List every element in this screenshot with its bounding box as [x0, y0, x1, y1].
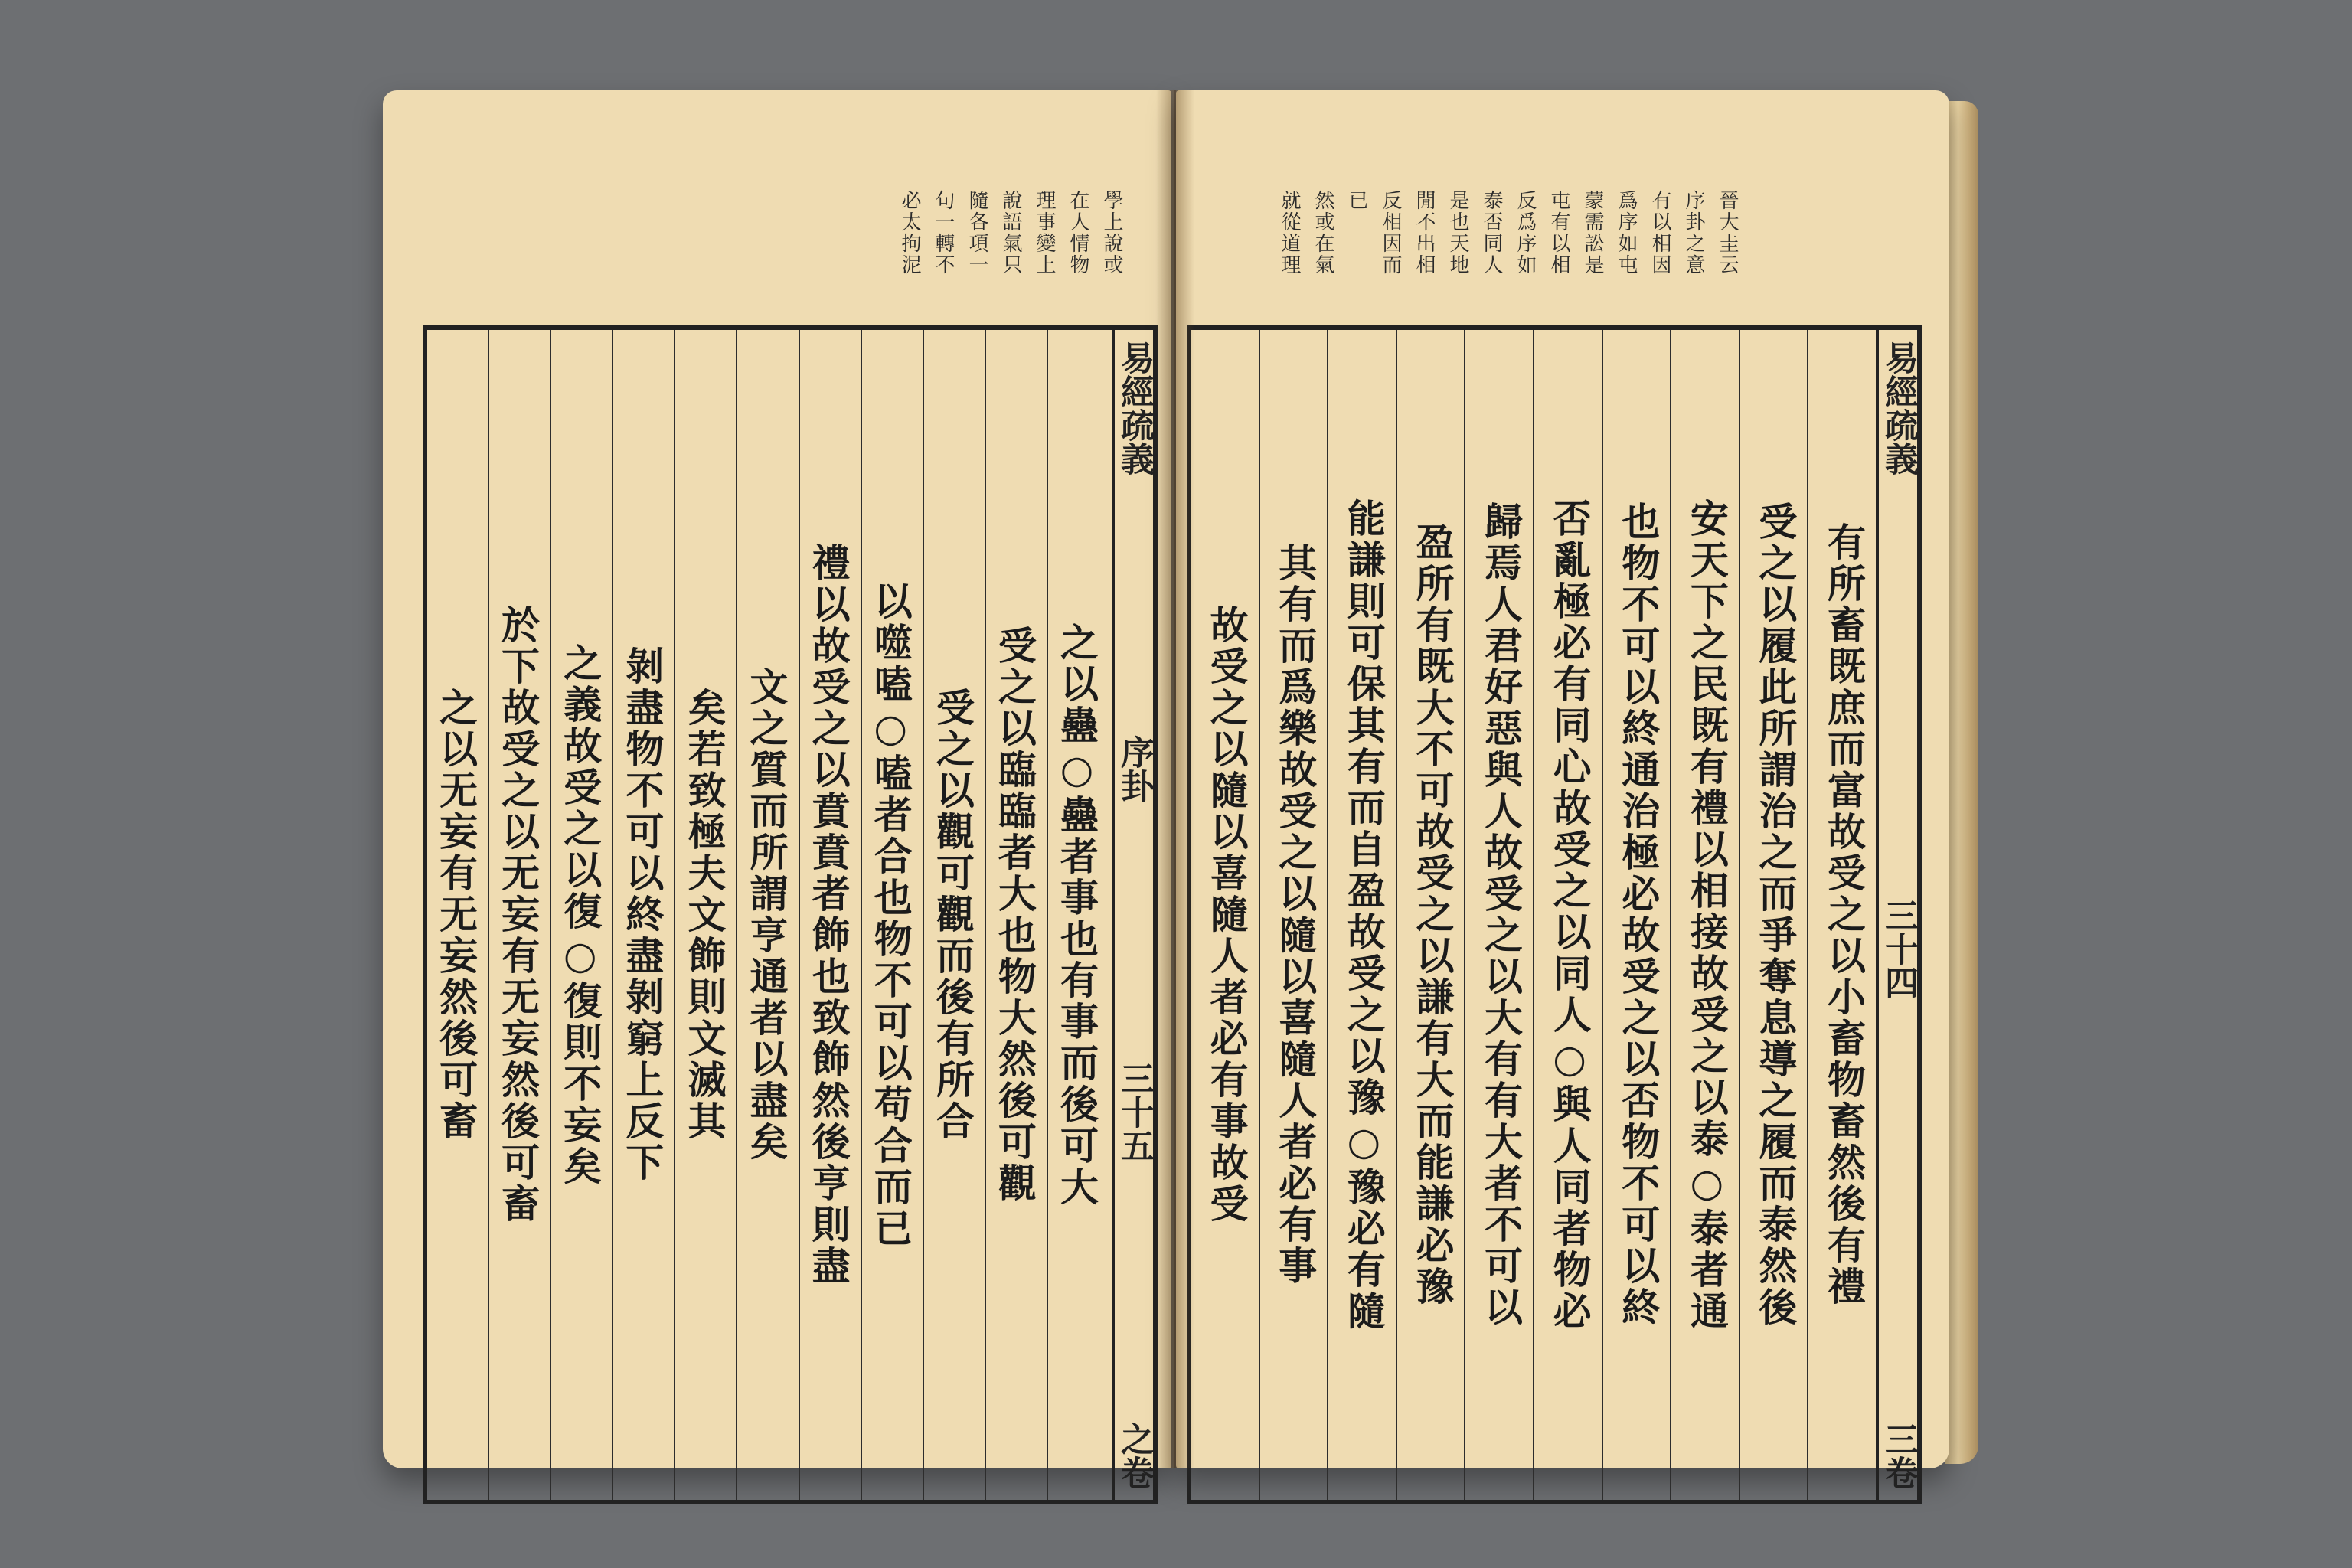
note-column: 序卦之意: [1682, 190, 1705, 276]
section-title: 序卦: [1115, 734, 1154, 802]
text-column: [488, 330, 550, 1500]
column-text: 剝盡物不可以終盡剝窮上反下: [619, 646, 665, 1184]
column-text: 文之質而所謂亨通者以盡矣: [743, 667, 789, 1163]
text-column: [861, 330, 923, 1500]
right-page: [1176, 90, 1949, 1489]
column-text: 盈所有既大不可故受之以謙有大而能謙必豫: [1410, 522, 1455, 1308]
column-text: 其有而爲樂故受之以隨以喜隨人者必有事: [1272, 543, 1318, 1287]
note-column: 然或在氣: [1312, 190, 1334, 276]
note-column: 有以相因: [1648, 190, 1671, 276]
volume-label: 之卷: [1115, 1421, 1154, 1489]
column-text: 歸焉人君好惡與人故受之以大有有大者不可以: [1478, 501, 1524, 1328]
left-page-margin: [1112, 330, 1153, 1500]
text-column: [612, 330, 674, 1500]
column-text: 之義故受之以復○復則不妄矣: [557, 642, 603, 1187]
note-column: 泰否同人: [1480, 190, 1503, 276]
note-column: 爲序如屯: [1615, 190, 1638, 276]
column-text: 之以蠱○蠱者事也有事而後可大: [1054, 622, 1099, 1208]
text-column: [923, 330, 985, 1500]
note-column: 說語氣只: [999, 190, 1022, 276]
note-column: 句一轉不: [932, 190, 955, 276]
note-column: 晉大圭云: [1716, 190, 1739, 276]
column-text: 以噬嗑○嗑者合也物不可以苟合而已: [867, 580, 913, 1250]
text-column: [1602, 330, 1671, 1500]
left-page: [383, 90, 1171, 1489]
text-column: [1670, 330, 1739, 1500]
text-column: [1327, 330, 1396, 1500]
note-column: 是也天地: [1446, 190, 1469, 276]
column-text: 否亂極必有同心故受之以同人○與人同者物必: [1547, 498, 1592, 1332]
text-column: [427, 330, 488, 1500]
note-column: 反爲序如: [1514, 190, 1537, 276]
right-page-margin: [1876, 330, 1917, 1500]
text-column: [674, 330, 736, 1500]
right-text-frame: [1187, 325, 1922, 1504]
note-column: 已: [1345, 190, 1368, 211]
column-text: 受之以臨臨者大也物大然後可觀: [991, 626, 1037, 1204]
text-column: [1464, 330, 1533, 1500]
note-column: 閒不出相: [1413, 190, 1436, 276]
text-column: [799, 330, 861, 1500]
text-column: [1533, 330, 1602, 1500]
column-text: 禮以故受之以賁賁者飾也致飾然後亨則盡: [805, 543, 851, 1287]
text-column: [1396, 330, 1465, 1500]
note-column: 在人情物: [1067, 190, 1089, 276]
note-column: 隨各項一: [965, 190, 988, 276]
book-title: 易經疏義: [1879, 341, 1918, 475]
open-book: [383, 90, 1975, 1489]
column-text: 能謙則可保其有而自盈故受之以豫○豫必有隨: [1341, 498, 1387, 1332]
note-column: 就從道理: [1278, 190, 1301, 276]
column-text: 矣若致極夫文飾則文滅其: [681, 688, 727, 1142]
column-text: 也物不可以終通治極必故受之以否物不可以終: [1615, 501, 1661, 1328]
page-number: 三十四: [1879, 898, 1918, 999]
note-column: 理事變上: [1033, 190, 1056, 276]
text-column: [1191, 330, 1259, 1500]
note-column: 反相因而: [1379, 190, 1402, 276]
note-column: 學上說或: [1100, 190, 1123, 276]
column-text: 受之以觀可觀而後有所合: [929, 688, 975, 1142]
column-text: 安天下之民既有禮以相接故受之以泰○泰者通: [1684, 498, 1730, 1332]
note-column: 蒙需訟是: [1581, 190, 1604, 276]
book-title: 易經疏義: [1115, 341, 1154, 475]
text-column: [1259, 330, 1328, 1500]
text-column: [1807, 330, 1876, 1500]
column-text: 故受之以隨以喜隨人者必有事故受: [1204, 605, 1250, 1225]
column-text: 於下故受之以无妄有无妄然後可畜: [495, 605, 541, 1225]
left-text-frame: [423, 325, 1158, 1504]
page-number: 三十五: [1115, 1061, 1154, 1163]
left-text-columns: [427, 330, 1109, 1500]
text-column: [985, 330, 1047, 1500]
text-column: [550, 330, 612, 1500]
text-column: [736, 330, 798, 1500]
volume-label: 三卷: [1879, 1422, 1918, 1489]
column-text: 受之以履此所謂治之而爭奪息導之履而泰然後: [1753, 501, 1798, 1328]
column-text: 有所畜既庶而富故受之以小畜物畜然後有禮: [1821, 522, 1867, 1308]
note-column: 必太拘泥: [898, 190, 921, 276]
text-column: [1047, 330, 1109, 1500]
right-text-columns: [1191, 330, 1876, 1500]
column-text: 之以无妄有无妄然後可畜: [433, 688, 479, 1142]
book-gutter: [1156, 90, 1194, 1468]
page-edges: [1945, 101, 1978, 1464]
text-column: [1739, 330, 1808, 1500]
note-column: 屯有以相: [1547, 190, 1570, 276]
